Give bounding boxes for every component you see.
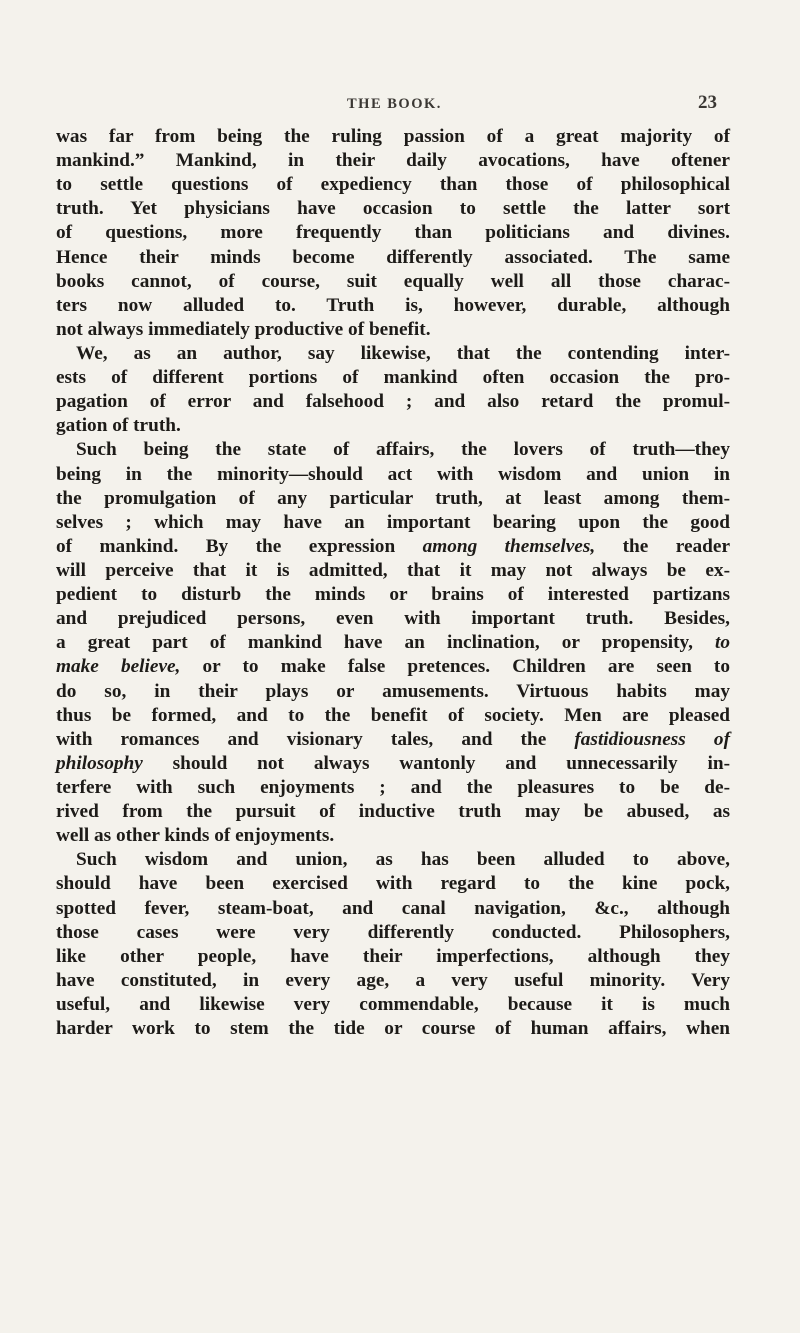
text-line: terfere with such enjoyments ; and the pleasures to be de- <box>56 776 730 798</box>
text-line: useful, and likewise very commendable, because it is much <box>56 993 730 1015</box>
text-line: do so, in their plays or amusements. Virtuous habits may <box>56 680 730 702</box>
text-line: like other people, have their imperfections, although they <box>56 945 730 967</box>
text-line <box>56 655 730 679</box>
text-line: of questions, more frequently than politicians and divines. <box>56 222 730 244</box>
running-title: THE BOOK. <box>347 96 442 112</box>
text-line: Hence their minds become differently associated. The same <box>56 246 730 268</box>
text-run: should not always wantonly and unnecessarily in- <box>142 752 730 774</box>
text-line: spotted fever, steam-boat, and canal navigation, &c., although <box>56 897 730 919</box>
text-line: was far from being the ruling passion of a great majority of <box>56 126 730 147</box>
running-head <box>0 92 800 122</box>
text-line: mankind.” Mankind, in their daily avocations, have oftener <box>56 150 730 172</box>
text-line: will perceive that it is admitted, that it may not always be ex- <box>56 559 730 581</box>
italic-phrase: philosophy <box>56 752 143 774</box>
text-run: of mankind. By the expression <box>56 535 423 557</box>
text-line: should have been exercised with regard to the kine pock, <box>56 873 730 895</box>
text-line <box>56 535 730 559</box>
text-line: gation of truth. <box>56 415 181 437</box>
text-line: truth. Yet physicians have occasion to settle the latter sort <box>56 198 730 220</box>
text-line: the promulgation of any particular truth, at least among them- <box>56 487 730 509</box>
text-line: harder work to stem the tide or course of human affairs, when <box>56 1018 730 1040</box>
italic-phrase: among themselves, <box>422 535 596 557</box>
text-line: being in the minority—should act with wisdom and union in <box>56 463 730 485</box>
italic-phrase: make believe, <box>56 656 181 678</box>
text-line <box>56 728 730 752</box>
text-line: pagation of error and falsehood ; and also retard the promul- <box>56 391 730 413</box>
text-line: rived from the pursuit of inductive truth may be abused, as <box>56 801 730 823</box>
text-run: the reader <box>595 535 730 557</box>
text-line: books cannot, of course, suit equally well all those charac- <box>56 270 730 292</box>
page-number: 23 <box>698 92 717 113</box>
text-run: a great part of mankind have an inclination, or propensity, <box>56 632 715 654</box>
body-text <box>56 125 730 1041</box>
text-line: have constituted, in every age, a very useful minority. Very <box>56 969 730 991</box>
italic-phrase: fastidiousness of <box>574 728 730 750</box>
text-line: ters now alluded to. Truth is, however, durable, although <box>56 294 730 316</box>
text-run: or to make false pretences. Children are seen to <box>180 656 730 678</box>
italic-phrase: to <box>715 632 730 654</box>
text-line: thus be formed, and to the benefit of society. Men are pleased <box>56 704 730 726</box>
text-line <box>56 631 730 655</box>
text-line: pedient to disturb the minds or brains of interested partizans <box>56 584 730 606</box>
text-line: selves ; which may have an important bearing upon the good <box>56 511 730 533</box>
text-line: Such wisdom and union, as has been alluded to above, <box>76 849 730 871</box>
text-line: ests of different portions of mankind often occasion the pro- <box>56 367 730 389</box>
text-line: We, as an author, say likewise, that the contending inter- <box>76 342 730 364</box>
text-line: well as other kinds of enjoyments. <box>56 825 335 847</box>
text-line: those cases were very differently conducted. Philosophers, <box>56 921 730 943</box>
text-run: with romances and visionary tales, and the <box>56 728 575 750</box>
text-line <box>56 752 730 776</box>
text-line: Such being the state of affairs, the lovers of truth—they <box>76 439 730 461</box>
text-line: not always immediately productive of benefit. <box>56 318 431 340</box>
text-line: and prejudiced persons, even with important truth. Besides, <box>56 608 730 630</box>
text-line: to settle questions of expediency than those of philosophical <box>56 174 730 196</box>
